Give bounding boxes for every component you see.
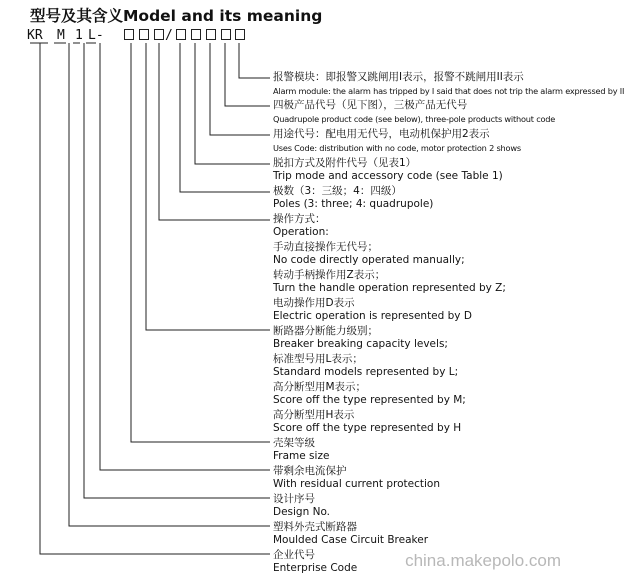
connector-alarm (239, 43, 270, 78)
watermark: china.makepolo.com (405, 551, 561, 570)
connector-uses (210, 43, 270, 135)
entry-en-breaking: Breaker breaking capacity levels; (273, 338, 448, 350)
entry-en-high-m: Score off the type represented by M; (273, 394, 466, 406)
entry-en-poles: Poles (3: three; 4: quadrupole) (273, 198, 434, 210)
entry-zh-breaking: 断路器分断能力级别； (273, 325, 378, 337)
connector-enterprise (40, 43, 270, 554)
entry-zh-trip: 脱扣方式及附件代号（见表1） (273, 157, 417, 169)
entry-zh-poles: 极数（3：三级；4：四级） (273, 185, 402, 197)
entry-en-high-h: Score off the type represented by H (273, 422, 462, 434)
connector-frame (131, 43, 270, 442)
entry-zh-mccb: 塑料外壳式断路器 (273, 521, 357, 533)
code-l-dash: L- (88, 28, 104, 43)
code-slash: / (165, 28, 173, 43)
entry-en-enterprise: Enterprise Code (273, 562, 358, 574)
entry-zh-manual: 手动直接操作无代号； (273, 241, 378, 253)
diagram-title: 型号及其含义Model and its meaning (30, 7, 323, 25)
entry-zh-frame: 壳架等级 (273, 437, 315, 449)
entry-en-manual: No code directly operated manually; (273, 254, 465, 266)
entry-en-mccb: Moulded Case Circuit Breaker (273, 534, 429, 546)
connector-design (84, 43, 270, 498)
entry-en-frame: Frame size (273, 450, 330, 462)
connector-operation (159, 43, 270, 220)
code-one: 1 (75, 28, 83, 43)
entry-en-quadrupole: Quadrupole product code (see below), three-pole products without code (273, 114, 556, 124)
entry-zh-design: 设计序号 (273, 493, 315, 505)
connector-trip (195, 43, 270, 164)
entry-en-standard: Standard models represented by L; (273, 366, 459, 378)
entry-en-residual: With residual current protection (273, 478, 440, 490)
entry-en-electric: Electric operation is represented by D (273, 310, 472, 322)
entry-en-operation: Operation: (273, 226, 329, 238)
connector-quadrupole (225, 43, 270, 106)
entry-zh-uses: 用途代号：配电用无代号，电动机保护用2表示 (273, 128, 490, 140)
code-m: M (57, 28, 65, 43)
entry-en-alarm: Alarm module: the alarm has tripped by I said that does not trip the alarm expressed by II (273, 86, 624, 96)
entry-zh-enterprise: 企业代号 (273, 549, 315, 561)
entry-zh-residual: 带剩余电流保护 (273, 465, 347, 477)
connector-breaking (146, 43, 270, 330)
entry-zh-high-m: 高分断型用M表示； (273, 381, 367, 393)
entry-zh-handle: 转动手柄操作用Z表示； (273, 269, 386, 281)
entry-zh-operation: 操作方式： (273, 213, 326, 225)
connector-mccb (69, 43, 270, 526)
entry-en-handle: Turn the handle operation represented by Z; (273, 282, 506, 294)
entry-en-trip: Trip mode and accessory code (see Table 1) (273, 170, 503, 182)
connector-residual (100, 43, 270, 470)
entry-en-uses: Uses Code: distribution with no code, motor protection 2 shows (273, 143, 521, 153)
entry-zh-quadrupole: 四极产品代号（见下图），三极产品无代号 (273, 99, 468, 111)
entry-zh-high-h: 高分断型用H表示 (273, 409, 355, 421)
entry-en-design: Design No. (273, 506, 331, 518)
code-prefix: KR (27, 28, 43, 43)
entry-zh-alarm: 报警模块：即报警又跳闸用I表示，报警不跳闸用II表示 (273, 71, 524, 83)
entry-zh-electric: 电动操作用D表示 (273, 297, 355, 309)
entry-zh-standard: 标准型号用L表示； (273, 353, 363, 365)
